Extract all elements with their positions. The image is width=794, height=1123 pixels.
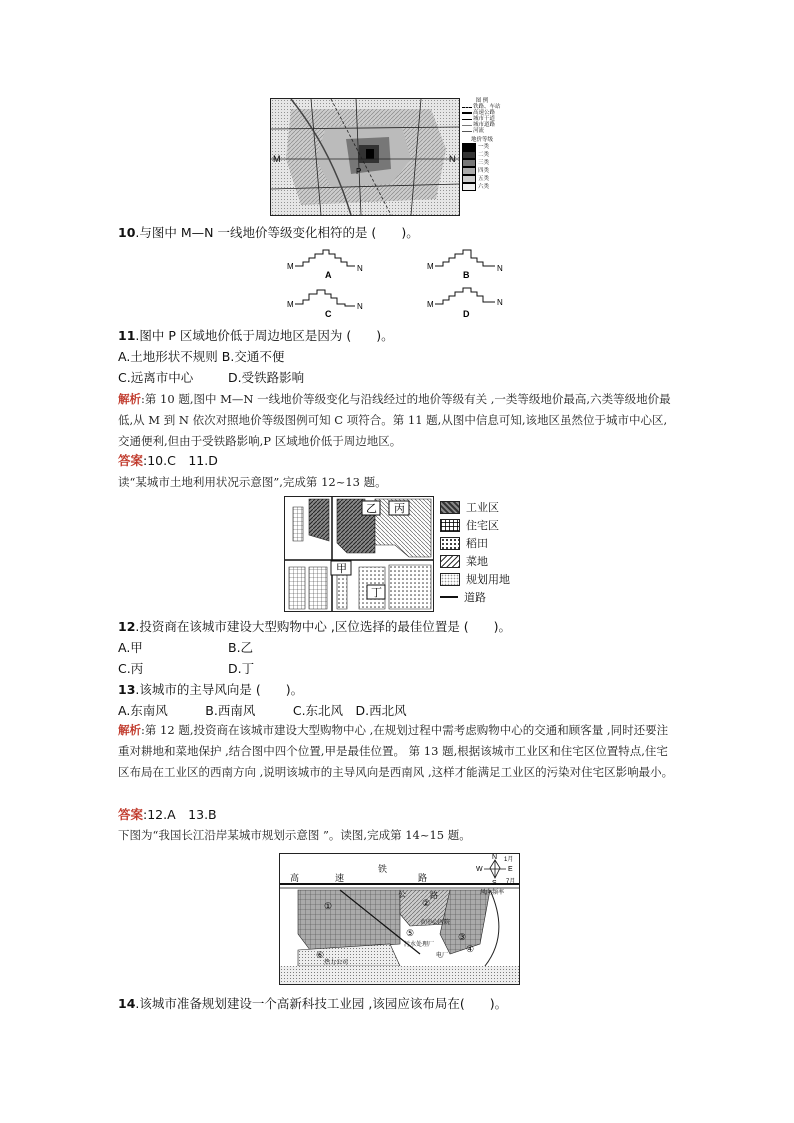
price-legend-title: 地价等级 <box>470 137 493 143</box>
question-text: .投资商在该城市建设大型购物中心 ,区位选择的最佳位置是 ( )。 <box>135 619 512 634</box>
svg-text:路: 路 <box>430 891 438 900</box>
label-heat: 热力公司 <box>324 960 349 966</box>
svg-text:铁: 铁 <box>378 864 388 874</box>
q11-option-c: C.远离市中心 <box>118 370 194 385</box>
svg-text:N: N <box>492 854 498 861</box>
land-price-map <box>270 98 460 216</box>
intro-14-15: 下图为“我国长江沿岸某城市规划示意图 ”。读图,完成第 14~15 题。 <box>118 828 471 842</box>
land-price-legend <box>462 98 502 214</box>
svg-text:速: 速 <box>335 873 345 883</box>
legend-line-river: 河流 <box>462 128 502 134</box>
zone-5: ⑤ <box>406 928 415 938</box>
map-label-p: P <box>356 167 362 176</box>
svg-text:公: 公 <box>398 890 406 899</box>
q10-options-svg <box>285 244 525 324</box>
question-text: .该城市准备规划建设一个高新科技工业园 ,该园应该布局在( )。 <box>135 996 508 1011</box>
land-use-map <box>284 496 434 612</box>
question-number: 12 <box>118 619 136 634</box>
svg-text:路: 路 <box>418 873 428 883</box>
price-level-4: 四类 <box>462 167 502 175</box>
q11-option-d: D.受铁路影响 <box>228 370 305 385</box>
svg-text:S: S <box>492 880 497 887</box>
question-number: 14 <box>118 996 136 1011</box>
question-number: 10 <box>118 225 136 240</box>
q12-option-d: D.丁 <box>228 661 255 676</box>
question-text: .该城市的主导风向是 ( )。 <box>135 682 304 697</box>
answer-1 <box>118 452 218 470</box>
legend-line-main-road: 城市干道 <box>462 116 502 122</box>
label-power: 电厂 <box>436 953 449 959</box>
svg-text:M: M <box>287 262 294 271</box>
zone-4: ④ <box>466 944 475 954</box>
option-d-label: D <box>463 309 470 319</box>
question-11 <box>118 327 394 345</box>
svg-text:1月: 1月 <box>504 857 514 863</box>
analysis-2 <box>118 720 678 783</box>
option-b-label: B <box>463 270 470 280</box>
question-12 <box>118 618 511 636</box>
analysis-tag: 解析 <box>118 392 141 406</box>
legend-rice-field: 稻田 <box>440 534 530 552</box>
legend-planned: 规划用地 <box>440 570 530 588</box>
analysis-text: :第 10 题,图中 M—N 一线地价等级变化与沿线经过的地价等级有关 ,一类等级地价最高,六类等级地价最低,从 M 到 N 依次对照地价等级图例可知 C 项符合。第 11 题,从图中信息可知,该地区虽然位于城市中心区,交通便利,但由于受铁路影响,P 区域地价低于周边地区。 <box>118 392 671 448</box>
answer-text: :12.A 13.B <box>143 807 217 822</box>
legend-residential: 住宅区 <box>440 516 530 534</box>
question-10 <box>118 224 419 242</box>
svg-text:N: N <box>357 264 363 273</box>
svg-text:E: E <box>508 866 513 873</box>
zone-6: ⑥ <box>316 950 325 960</box>
svg-text:风向频率: 风向频率 <box>480 890 505 896</box>
zone-2: ② <box>422 898 431 908</box>
svg-text:N: N <box>497 264 503 273</box>
intro-12-13: 读“某城市土地利用状况示意图”,完成第 12~13 题。 <box>118 475 387 489</box>
answer-2 <box>118 806 217 824</box>
label-bing: 丙 <box>394 503 405 515</box>
label-yi: 乙 <box>366 503 377 515</box>
zone-1: ① <box>324 901 333 911</box>
question-number: 13 <box>118 682 136 697</box>
legend-vegetable: 菜地 <box>440 552 530 570</box>
label-jia: 甲 <box>336 563 347 575</box>
question-text: .图中 P 区域地价低于周边地区是因为 ( )。 <box>135 328 394 343</box>
legend-industrial: 工业区 <box>440 498 530 516</box>
q12-option-c: C.丙 <box>118 661 144 676</box>
price-level-2: 二类 <box>462 151 502 159</box>
city-plan-map <box>279 853 520 985</box>
svg-text:高: 高 <box>290 873 300 883</box>
question-14 <box>118 995 507 1013</box>
price-level-6: 六类 <box>462 183 502 191</box>
q10-options <box>285 244 525 324</box>
question-text: .与图中 M—N 一线地价等级变化相符的是 ( )。 <box>135 225 419 240</box>
question-number: 11 <box>118 328 136 343</box>
q13-options: A.东南风 B.西南风 C.东北风 D.西北风 <box>118 703 407 718</box>
option-c-label: C <box>325 309 332 319</box>
svg-text:7月: 7月 <box>506 879 516 885</box>
label-ding: 丁 <box>371 587 382 599</box>
land-use-map-svg <box>285 497 433 611</box>
answer-text: :10.C 11.D <box>143 453 218 468</box>
question-13 <box>118 681 303 699</box>
analysis-text: :第 12 题,投资商在该城市建设大型购物中心 ,在规划过程中需考虑购物中心的交通和顾客量 ,同时还要注重对耕地和菜地保护 ,结合图中四个位置,甲是最佳位置。 第 13 题,根据该城市工业区和住宅区位置特点,住宅区布局在工业区的西南方向 ,说明该城市的主导风向是西南风 ,这样才能满足工业区的污染对住宅区影响最小。 <box>118 723 674 779</box>
option-a-label: A <box>325 270 332 280</box>
legend-road: 道路 <box>440 588 530 606</box>
land-use-legend <box>440 498 530 606</box>
price-level-5: 五类 <box>462 175 502 183</box>
legend-line-highway: 高速公路 <box>462 110 502 116</box>
answer-tag: 答案 <box>118 807 144 822</box>
svg-text:W: W <box>476 866 483 873</box>
svg-text:M: M <box>287 300 294 309</box>
svg-text:M: M <box>427 262 434 271</box>
svg-text:N: N <box>497 298 503 307</box>
analysis-1 <box>118 389 678 452</box>
answer-tag: 答案 <box>118 453 144 468</box>
q12-option-b: B.乙 <box>228 640 254 655</box>
price-level-3: 三类 <box>462 159 502 167</box>
zone-3: ③ <box>458 932 467 942</box>
q12-option-a: A.甲 <box>118 640 143 655</box>
legend-title: 图 例 <box>475 98 489 104</box>
map-label-m: M <box>273 154 281 164</box>
svg-text:M: M <box>427 300 434 309</box>
label-hospital: 市中心医院 <box>420 920 451 926</box>
label-sewage: 污水处理厂 <box>404 942 435 948</box>
svg-text:N: N <box>357 302 363 311</box>
land-price-map-svg <box>271 99 459 215</box>
map-label-n: N <box>449 154 456 164</box>
city-plan-map-svg <box>280 854 519 984</box>
legend-line-railway: 铁路、车站 <box>462 104 502 110</box>
q11-option-ab: A.土地形状不规则 B.交通不便 <box>118 349 285 364</box>
price-level-1: 一类 <box>462 143 502 151</box>
analysis-tag: 解析 <box>118 723 141 737</box>
legend-line-road: 城市道路 <box>462 122 502 128</box>
